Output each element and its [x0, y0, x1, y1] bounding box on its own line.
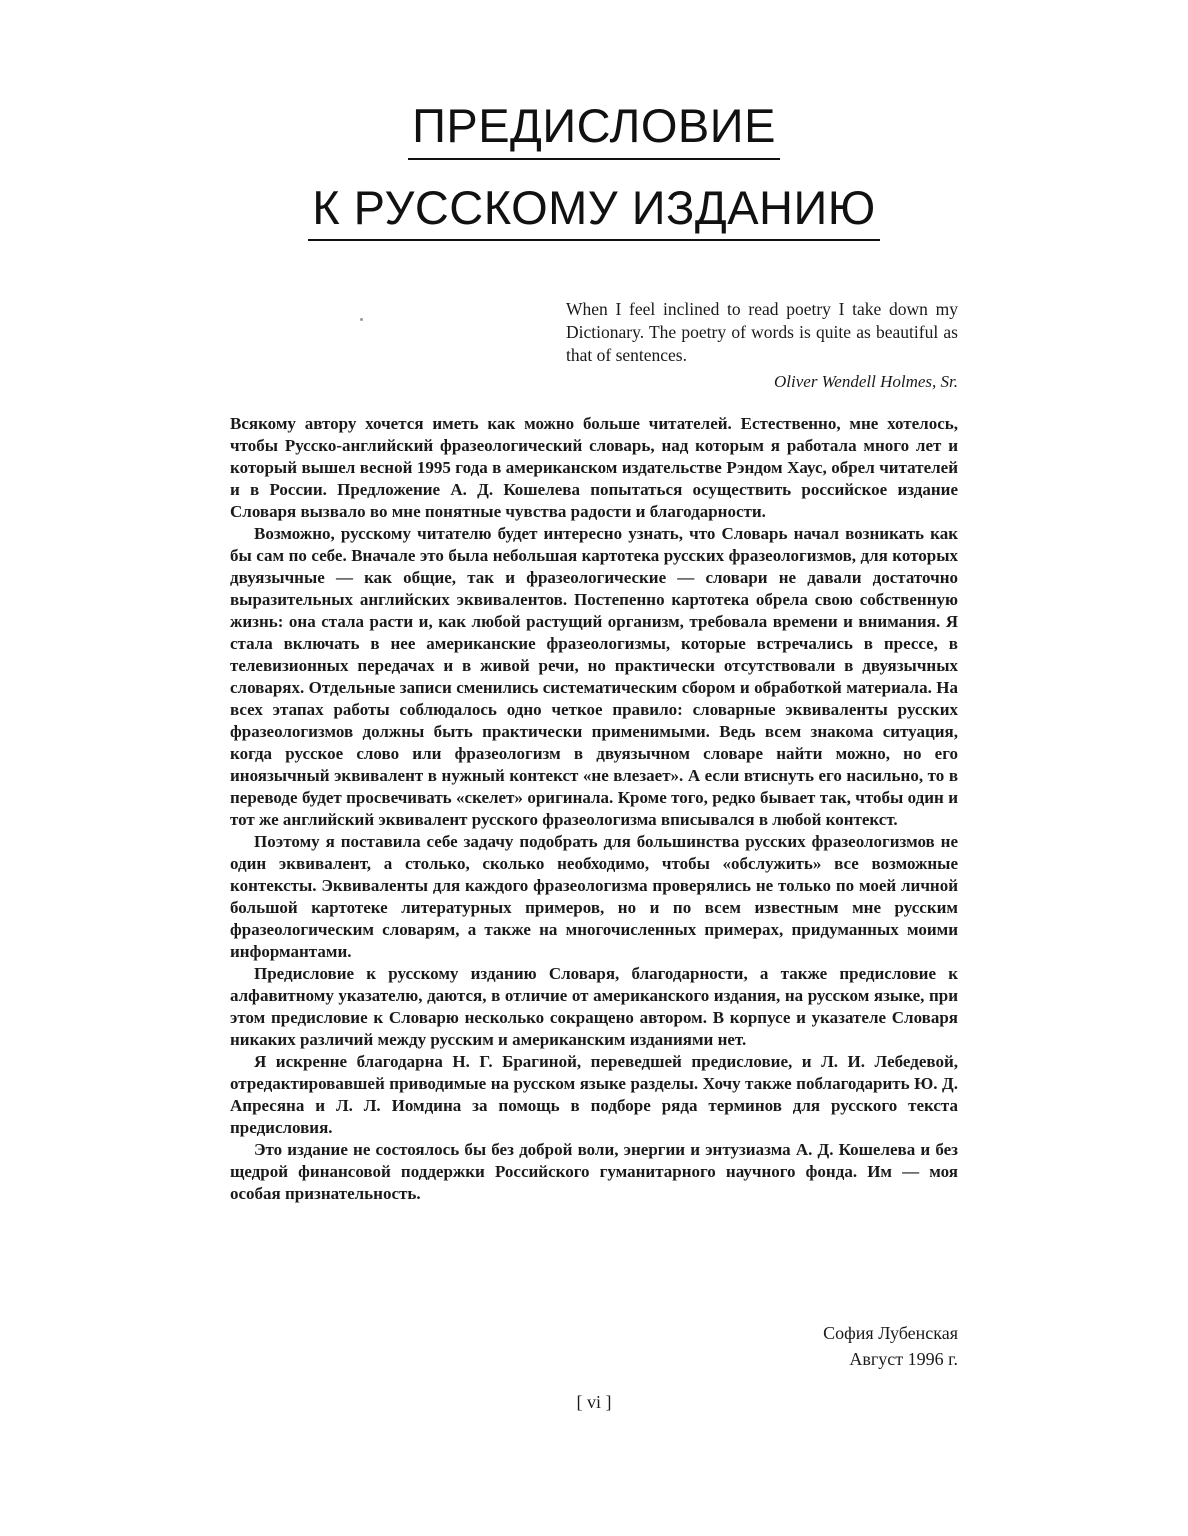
page-number: [ vi ] — [576, 1392, 612, 1412]
paragraph: Это издание не состоялось бы без доброй воли, энергии и энтузиазма А. Д. Кошелева и без щедрой финансовой поддержки Российского гуманитарного научного фонда. Им — моя особая признательность. — [230, 1140, 958, 1203]
paragraph: Я искренне благодарна Н. Г. Брагиной, переведшей предисловие, и Л. И. Лебедевой, отредактировавшей приводимые на русском языке разделы. Хочу также поблагодарить Ю. Д. Апресяна и Л. Л. Иомдина за помощь в подборе ряда терминов для русского текста предисловия. — [230, 1052, 958, 1137]
signature-name: София Лубенская — [823, 1323, 958, 1343]
epigraph-text: When I feel inclined to read poetry I take down my Dictionary. The poetry of words is quite as beautiful as that of sentences. — [566, 299, 958, 365]
scan-speck — [360, 318, 363, 321]
body-text — [230, 413, 958, 1205]
paragraph: Поэтому я поставила себе задачу подобрать для большинства русских фразеологизмов не один эквивалент, а столько, сколько необходимо, чтобы «обслужить» все возможные контексты. Эквиваленты для каждого фразеологизма проверялись не только по моей личной большой картотеке литературных примеров, но и по всем известным мне русским фразеологическим словарям, а также на многочисленных примерах, придуманных моими информантами. — [230, 832, 958, 961]
title-line-2: К РУССКОМУ ИЗДАНИЮ — [308, 182, 880, 242]
paragraph: Всякому автору хочется иметь как можно больше читателей. Естественно, мне хотелось, чтобы Русско-английский фразеологический словарь, над которым я работала много лет и который вышел весной 1995 года в американском издательстве Рэндом Хаус, обрел читателей и в России. Предложение А. Д. Кошелева попытаться осуществить российское издание Словаря вызвало во мне понятные чувства радости и благодарности. — [230, 414, 958, 521]
signature-date: Август 1996 г. — [849, 1349, 958, 1369]
title-line-1: ПРЕДИСЛОВИЕ — [408, 100, 780, 160]
signature — [700, 1320, 958, 1372]
epigraph-author: Oliver Wendell Holmes, Sr. — [774, 372, 958, 391]
epigraph — [566, 298, 958, 393]
paragraph: Предисловие к русскому изданию Словаря, благодарности, а также предисловие к алфавитному указателю, даются, в отличие от американского издания, на русском языке, при этом предисловие к Словарю несколько сокращено автором. В корпусе и указателе Словаря никаких различий между русским и американским изданиями нет. — [230, 964, 958, 1049]
page-title — [0, 100, 1188, 241]
paragraph: Возможно, русскому читателю будет интересно узнать, что Словарь начал возникать как бы сам по себе. Вначале это была небольшая картотека русских фразеологизмов, для которых двуязычные — как общие, так и фразеологические — словари не давали достаточно выразительных английских эквивалентов. Постепенно картотека обрела свою собственную жизнь: она стала расти и, как любой растущий организм, требовала времени и внимания. Я стала включать в нее американские фразеологизмы, которые встречались в прессе, в телевизионных передачах и в живой речи, но практически отсутствовали в двуязычных словарях. Отдельные записи сменились систематическим сбором и обработкой материала. На всех этапах работы соблюдалось одно четкое правило: словарные эквиваленты русских фразеологизмов должны быть практически применимыми. Ведь всем знакома ситуация, когда русское слово или фразеологизм в двуязычном словаре найти можно, но его иноязычный эквивалент в нужный контекст «не влезает». А если втиснуть его насильно, то в переводе будет просвечивать «скелет» оригинала. Кроме того, редко бывает так, чтобы один и тот же английский эквивалент русского фразеологизма вписывался в любой контекст. — [230, 524, 958, 829]
